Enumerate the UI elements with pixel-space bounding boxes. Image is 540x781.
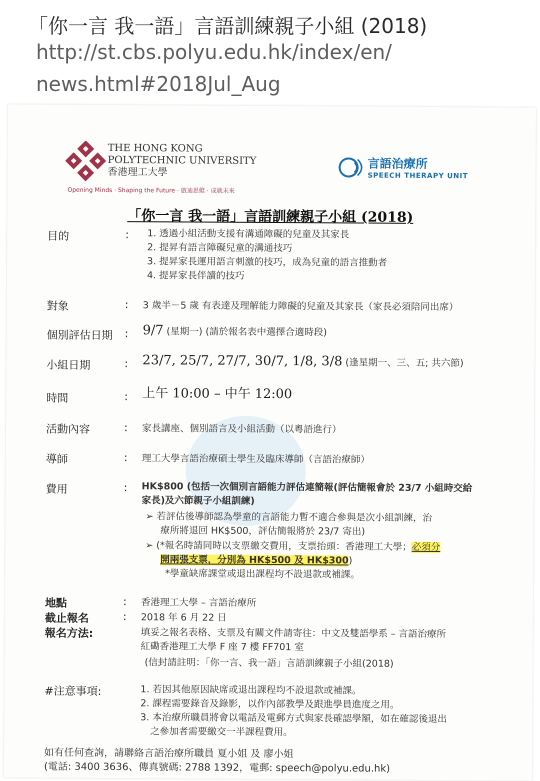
group-dates-main: 23/7, 25/7, 27/7, 30/7, 1/8, 3/8 bbox=[142, 353, 343, 370]
assessment-date-main: 9/7 bbox=[142, 323, 164, 339]
assessment-date-note: (星期一) (請於報名表中選擇合適時段) bbox=[166, 326, 327, 339]
group-dates-note: (逢星期一、三、五; 共六節) bbox=[345, 357, 464, 370]
contact-line-2: (電話: 3400 3636、傳真號碼: 2788 1392，電郵: speech@polyu.edu.hk) bbox=[43, 761, 391, 775]
arrow-bullet-icon: ➢ bbox=[145, 511, 157, 523]
fee-bullet-1: ➢ 若評估後導師認為學童的言語能力暫不適合參與是次小組訓練，治 bbox=[145, 511, 433, 524]
instructor-value: 理工大學言語治療碩士學生及臨床導師（言語治療師） bbox=[141, 453, 370, 466]
contact-line-1: 如有任何查詢，請聯絡言語治療所職員 夏小姐 及 廖小姐 bbox=[44, 747, 294, 761]
label-activity-content: 活動內容 bbox=[45, 422, 91, 436]
note-item: 1. 若因其他原因缺席或退出課程均不設退款或補課。 bbox=[140, 684, 362, 697]
note-item: 3. 本治療所職員將會以電話及電郵方式與家長確認學額，如在確認後退出 bbox=[140, 712, 447, 726]
fee-note: *學童缺席課堂或退出課程均不設退款或補課。 bbox=[165, 568, 360, 581]
purpose-item: 3. 提昇家長運用語言刺激的技巧，成為兒童的語言推動者 bbox=[147, 256, 388, 269]
polyu-wordmark bbox=[108, 143, 257, 180]
polyu-name-line1: THE HONG KONG bbox=[107, 142, 203, 155]
label-group-dates: 小組日期 bbox=[46, 358, 91, 372]
colon: : bbox=[124, 390, 128, 404]
news-link-line-2[interactable]: news.html#2018Jul_Aug bbox=[36, 72, 281, 96]
polyu-name-line2: POLYTECHNIC UNIVERSITY bbox=[107, 154, 257, 167]
deadline-value: 2018 年 6 月 22 日 bbox=[140, 612, 227, 624]
flyer-title: 「你一言 我一語」言語訓練親子小組 (2018) bbox=[127, 208, 414, 226]
fee-line-2: 家長)及六節親子小組訓練) bbox=[141, 495, 255, 507]
note-item-cont: 之參加者需要繳交一半課程費用。 bbox=[150, 726, 293, 739]
colon: : bbox=[122, 595, 127, 609]
purpose-item: 4. 提昇家長伴讀的技巧 bbox=[146, 270, 245, 282]
colon: : bbox=[124, 327, 129, 341]
post-title: 「你一言 我一語」言語訓練親子小組 (2018) bbox=[28, 14, 428, 38]
label-notes: #注意事項: bbox=[44, 684, 102, 698]
news-link-line-1[interactable]: http://st.cbs.polyu.edu.hk/index/en/ bbox=[36, 40, 392, 64]
label-fee: 費用 bbox=[45, 482, 68, 496]
registration-method-line: (信封請註明：「你一言、我一語」言語訓練親子小組(2018) bbox=[144, 657, 394, 670]
colon: : bbox=[122, 610, 127, 624]
colon: : bbox=[124, 298, 129, 312]
colon: : bbox=[124, 357, 129, 371]
fee-bullet-1-cont: 療所將退回 HK$500，評估簡報將於 23/7 寄出) bbox=[160, 525, 366, 538]
arrow-bullet-icon: ➢ bbox=[145, 540, 157, 552]
venue-value: 香港理工大學 – 言語治療所 bbox=[140, 597, 257, 609]
label-venue: 地點 bbox=[44, 596, 67, 610]
fee-line-1: HK$800 (包括一次個別言語能力評估連簡報(評估簡報會於 23/7 小組時交給 bbox=[141, 481, 473, 495]
purpose-item: 1. 透過小組活動支援有溝通障礙的兒童及其家長 bbox=[147, 228, 350, 241]
colon: : bbox=[125, 228, 129, 242]
activity-content-value: 家長講座、個別語言及小組活動（以粵語進行） bbox=[141, 423, 342, 436]
colon: : bbox=[123, 481, 128, 495]
registration-method-line: 填妥之報名表格、支票及有關文件請寄往：中文及雙語學系 – 言語治療所 bbox=[140, 627, 447, 641]
fee-bullet-2-cont: 開兩張支票，分別為 HK$500 及 HK$300) bbox=[160, 554, 353, 567]
polyu-slogan: Opening Minds · Shaping the Future · 啟迪思維 · 成就未來 bbox=[67, 186, 235, 195]
speech-therapy-unit-logo-icon bbox=[338, 154, 364, 180]
polyu-logo-icon bbox=[64, 141, 108, 185]
label-deadline: 截止報名 bbox=[44, 611, 89, 625]
speech-therapy-unit-wordmark bbox=[368, 155, 469, 181]
label-time: 時間 bbox=[46, 391, 69, 405]
label-instructor: 導師 bbox=[45, 452, 68, 466]
target-value: 3 歲半－5 歲 有表達及理解能力障礙的兒童及其家長（家長必須陪同出席） bbox=[142, 300, 459, 314]
purpose-item: 2. 提昇有語言障礙兒童的溝通技巧 bbox=[147, 242, 293, 255]
assessment-date-value bbox=[143, 324, 327, 340]
colon: : bbox=[123, 421, 128, 435]
flyer-document bbox=[4, 104, 536, 780]
fee-bullet-2: ➢ (*報名時請同時以支票繳交費用，支票抬頭：香港理工大學；必須分 bbox=[145, 540, 441, 554]
note-item: 2. 課程需要錄音及錄影，以作內部教學及跟進學員進度之用。 bbox=[140, 698, 400, 711]
colon: : bbox=[123, 451, 128, 465]
time-value: 上午 10:00 – 中午 12:00 bbox=[142, 386, 293, 403]
registration-method-line: 紅磡香港理工大學 F 座 7 樓 FF701 室 bbox=[140, 641, 304, 654]
label-registration-method: 報名方法: bbox=[44, 626, 94, 640]
label-assessment-date: 個別評估日期 bbox=[46, 328, 113, 343]
stu-name-chinese: 言語治療所 bbox=[367, 156, 428, 171]
label-target: 對象 bbox=[46, 299, 69, 313]
polyu-name-chinese: 香港理工大學 bbox=[107, 166, 168, 179]
label-purpose: 目的 bbox=[47, 229, 70, 243]
group-dates-value bbox=[142, 354, 463, 371]
stu-name-english: SPEECH THERAPY UNIT bbox=[367, 171, 469, 181]
